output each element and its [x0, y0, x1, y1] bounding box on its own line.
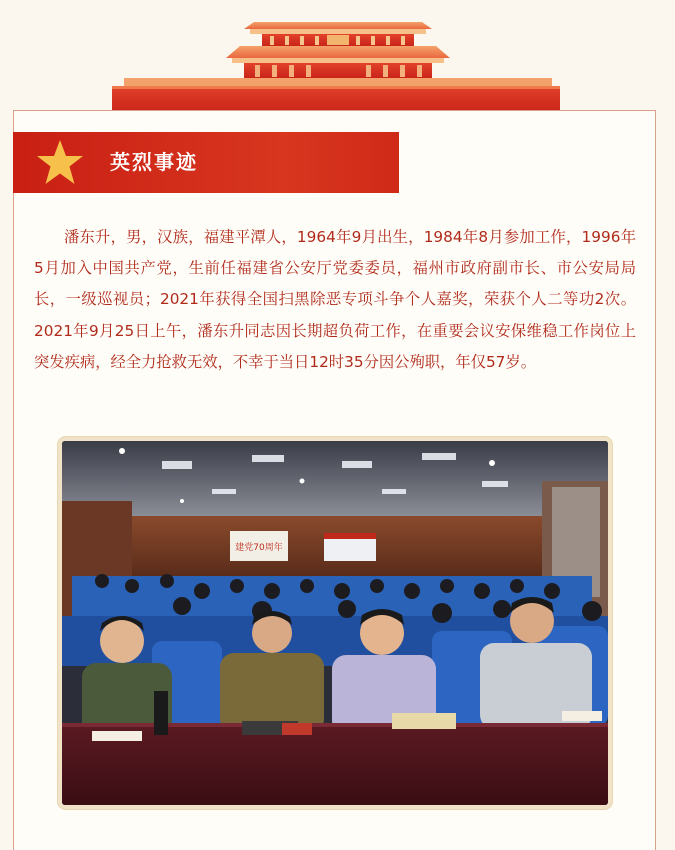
tiananmen-gate-icon	[0, 0, 675, 112]
meeting-photo	[62, 441, 608, 805]
section-title-ribbon	[13, 132, 399, 193]
article-body: 潘东升，男，汉族，福建平潭人，1964年9月出生，1984年8月参加工作，1996年5月加入中国共产党，生前任福建省公安厅党委委员，福州市政府副市长、市公安局局长，一级巡视员；2021年获得全国扫黑除恶专项斗争个人嘉奖，荣获个人二等功2次。2021年9月25日上午，潘东升同志因长期超负荷工作，在重要会议安保维稳工作岗位上突发疾病，经全力抢救无效，不幸于当日12时35分因公殉职，年仅57岁。	[34, 228, 636, 371]
star-icon	[35, 138, 85, 188]
banner-left-text: 建党70周年	[235, 543, 283, 553]
meeting-photo-illustration	[62, 441, 608, 805]
section-title: 英烈事迹	[110, 150, 198, 174]
